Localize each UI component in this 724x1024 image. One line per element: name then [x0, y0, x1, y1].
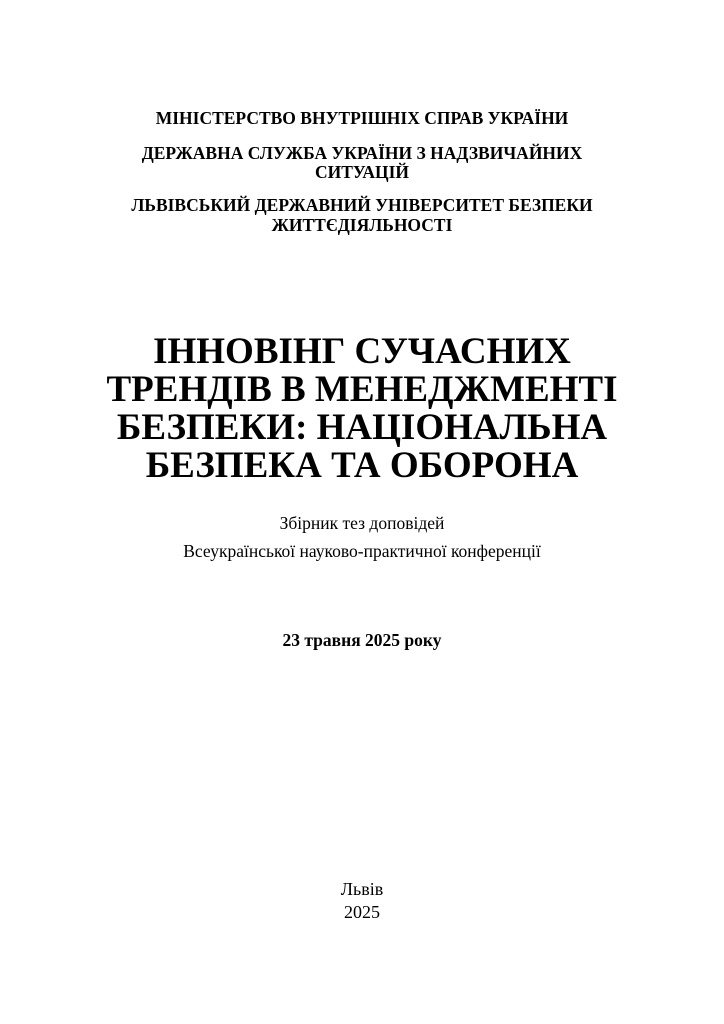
header-ministry: МІНІСТЕРСТВО ВНУТРІШНІХ СПРАВ УКРАЇНИ [155, 108, 569, 128]
header-service-line2: СИТУАЦІЙ [314, 162, 410, 182]
header-university-line2: ЖИТТЄДІЯЛЬНОСТІ [271, 215, 453, 235]
subtitle-line2: Всеукраїнської науково-практичної конференції [183, 541, 541, 561]
subtitle-line1: Збірник тез доповідей [279, 513, 445, 533]
conference-date: 23 травня 2025 року [282, 630, 442, 650]
footer-year: 2025 [344, 902, 380, 922]
header-university-line1: ЛЬВІВСЬКИЙ ДЕРЖАВНИЙ УНІВЕРСИТЕТ БЕЗПЕКИ [131, 195, 593, 215]
footer-city: Львів [340, 879, 384, 899]
title-line: БЕЗПЕКА ТА ОБОРОНА [145, 445, 579, 486]
header-service-line1: ДЕРЖАВНА СЛУЖБА УКРАЇНИ З НАДЗВИЧАЙНИХ [141, 143, 583, 163]
title-line: ІННОВІНГ СУЧАСНИХ [153, 331, 571, 372]
title-line: БЕЗПЕКИ: НАЦІОНАЛЬНА [116, 407, 608, 448]
title-line: ТРЕНДІВ В МЕНЕДЖМЕНТІ [106, 369, 618, 410]
